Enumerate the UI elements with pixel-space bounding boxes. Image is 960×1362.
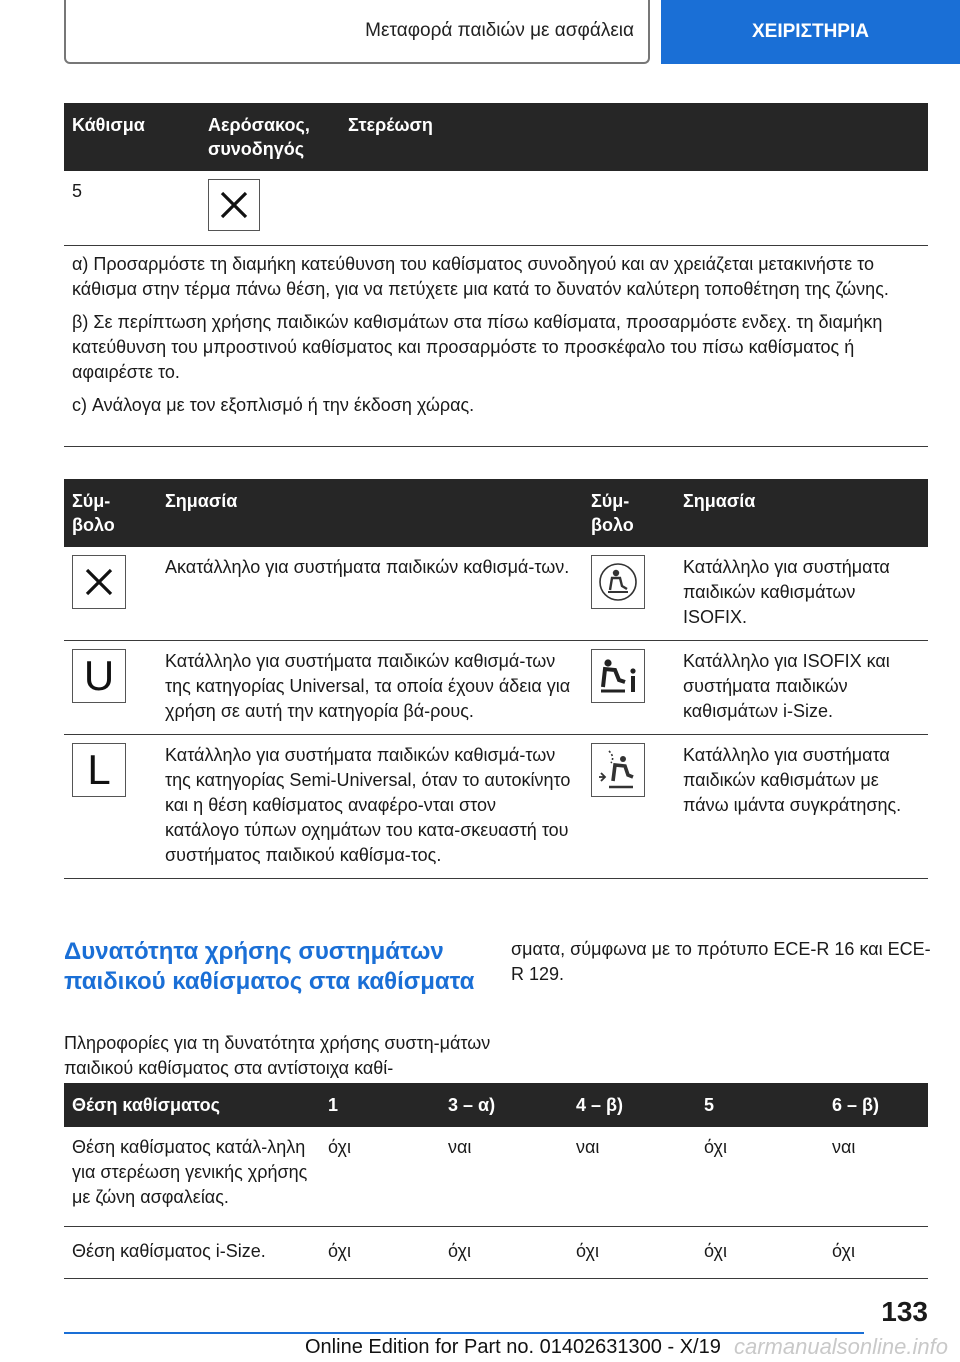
- section-title: Μεταφορά παιδιών με ασφάλεια: [365, 20, 634, 41]
- note-c: c) Ανάλογα με τον εξοπλισμό ή την έκδοση χώρας.: [72, 395, 475, 415]
- table-row: [64, 641, 928, 735]
- row-label: Θέση καθίσματος κατάλ-ληλη για στερέωση γενικής χρήσης με ζώνη ασφαλείας.: [64, 1127, 320, 1227]
- col-seat-5: 5: [696, 1083, 824, 1127]
- airbag-cell: [200, 171, 340, 246]
- isofix-seat-icon: [591, 555, 645, 609]
- col-symbol-2: Σύμ-βολο: [583, 479, 675, 547]
- edition-text: Online Edition for Part no. 01402631300 - X/19: [305, 1336, 721, 1358]
- table-row: [64, 735, 928, 879]
- chapter-tab[interactable]: [661, 0, 960, 64]
- airbag-table: [64, 103, 928, 246]
- table-cell: όχι: [440, 1227, 568, 1279]
- table-cell: ναι: [568, 1127, 696, 1227]
- universal-letter-icon: U: [72, 649, 126, 703]
- col-meaning-1: Σημασία: [157, 479, 583, 547]
- table-cell: όχι: [696, 1227, 824, 1279]
- top-tether-seat-icon: [591, 743, 645, 797]
- seat-number: 5: [64, 171, 200, 246]
- section-heading: Δυνατότητα χρήσης συστημάτων παιδικού καθίσματος στα καθίσματα: [64, 938, 475, 995]
- symbol-cell: [583, 641, 675, 735]
- table-row: [64, 1227, 928, 1279]
- meaning-cell: Κατάλληλο για συστήματα παιδικών καθισμάτων με πάνω ιμάντα συγκράτησης.: [675, 735, 928, 879]
- table-cell: όχι: [696, 1127, 824, 1227]
- seat-position-table: [64, 1083, 928, 1279]
- table-cell: όχι: [824, 1227, 928, 1279]
- table-cell: ναι: [824, 1127, 928, 1227]
- isize-seat-icon: [591, 649, 645, 703]
- table-header-row: [64, 1083, 928, 1127]
- mounting-cell: [340, 171, 928, 246]
- meaning-cell: Κατάλληλο για συστήματα παιδικών καθισμάτων ISOFIX.: [675, 547, 928, 641]
- table-header-row: [64, 479, 928, 547]
- symbol-cell: [64, 641, 157, 735]
- col-seat-1: 1: [320, 1083, 440, 1127]
- col-airbag: Αερόσακος, συνοδηγός: [200, 103, 340, 171]
- meaning-cell: Κατάλληλο για ISOFIX και συστήματα παιδικών καθισμάτων i-Size.: [675, 641, 928, 735]
- col-mounting: Στερέωση: [340, 103, 928, 171]
- cross-icon: [208, 179, 260, 231]
- divider: [64, 446, 928, 447]
- watermark: carmanualsonline.info: [733, 1334, 948, 1359]
- section-text-right: σματα, σύμφωνα με το πρότυπο ECE-R 16 και ECE-R 129.: [511, 939, 931, 984]
- page-number: 133: [881, 1296, 928, 1327]
- symbol-cell: [64, 547, 157, 641]
- meaning-cell: Ακατάλληλο για συστήματα παιδικών καθισμά-των.: [157, 547, 583, 641]
- table-row: [64, 547, 928, 641]
- row-label: Θέση καθίσματος i-Size.: [64, 1227, 320, 1279]
- col-seat-6: 6 – β): [824, 1083, 928, 1127]
- table-row: [64, 171, 928, 246]
- col-meaning-2: Σημασία: [675, 479, 928, 547]
- section-header: [64, 0, 650, 64]
- symbol-cell: [583, 735, 675, 879]
- notes: [72, 252, 922, 426]
- table-cell: όχι: [320, 1127, 440, 1227]
- section-text-left: Πληροφορίες για τη δυνατότητα χρήσης συστη-μάτων παιδικού καθίσματος στα αντίστοιχα καθί-: [64, 1033, 491, 1078]
- symbol-cell: [583, 547, 675, 641]
- chapter-tab-label: ΧΕΙΡΙΣΤΗΡΙΑ: [752, 21, 869, 42]
- table-cell: όχι: [320, 1227, 440, 1279]
- table-row: [64, 1127, 928, 1227]
- col-seat-4: 4 – β): [568, 1083, 696, 1127]
- symbol-table: [64, 479, 928, 879]
- meaning-cell: Κατάλληλο για συστήματα παιδικών καθισμά-των της κατηγορίας Universal, τα οποία έχουν άδεια για χρήση σε αυτή την κατηγορία βά-ρους.: [157, 641, 583, 735]
- table-header-row: [64, 103, 928, 171]
- note-b: β) Σε περίπτωση χρήσης παιδικών καθισμάτων στα πίσω καθίσματα, προσαρμόστε ενδεχ. τη διαμήκη κατεύθυνση του μπροστινού καθίσματος και προσαρμόστε το προσκέφαλο του πίσω καθίσματος ή αφαιρέστε το.: [72, 312, 883, 382]
- note-a: α) Προσαρμόστε τη διαμήκη κατεύθυνση του καθίσματος συνοδηγού και αν χρειάζεται μετακινήστε το κάθισμα στην τέρμα πάνω θέση, για να πετύχετε μια κατά το δυνατόν καλύτερη τοποθέτηση της ζώνης.: [72, 254, 889, 299]
- col-seat-position: Θέση καθίσματος: [64, 1083, 320, 1127]
- col-seat-3: 3 – α): [440, 1083, 568, 1127]
- col-symbol-1: Σύμ-βολο: [64, 479, 157, 547]
- symbol-cell: [64, 735, 157, 879]
- meaning-cell: Κατάλληλο για συστήματα παιδικών καθισμά-των της κατηγορίας Semi-Universal, όταν το αυτοκίνητο και η θέση καθίσματος αναφέρο-νται στον κατάλογο τύπων οχημάτων του κατα-σκευαστή του συστήματος παιδικού καθίσμα-τος.: [157, 735, 583, 879]
- col-seat: Κάθισμα: [64, 103, 200, 171]
- table-cell: όχι: [568, 1227, 696, 1279]
- semi-universal-letter-icon: L: [72, 743, 126, 797]
- table-cell: ναι: [440, 1127, 568, 1227]
- cross-icon: [72, 555, 126, 609]
